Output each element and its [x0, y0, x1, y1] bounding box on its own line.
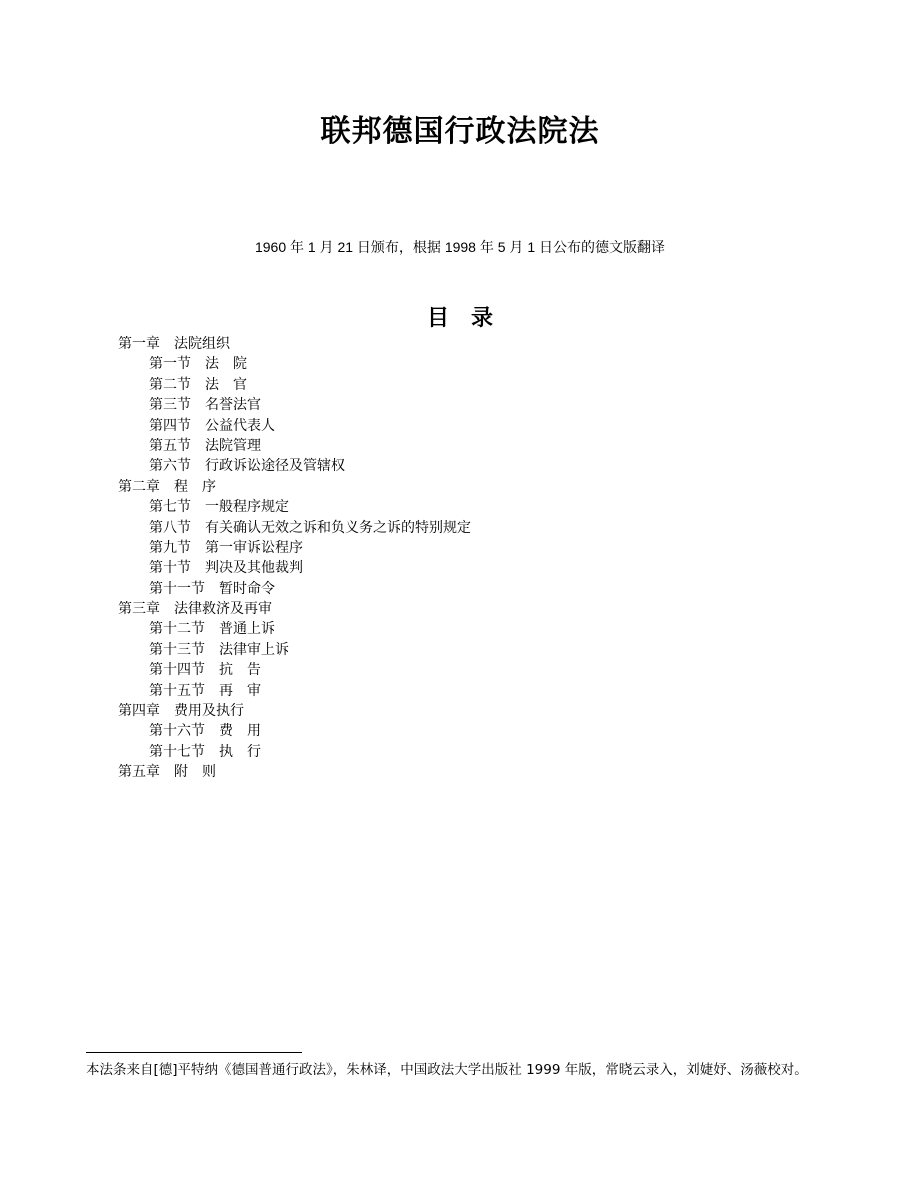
document-subtitle: 1960 年 1 月 21 日颁布，根据 1998 年 5 月 1 日公布的德文版翻译: [254, 239, 665, 255]
toc-section: 第十七节 执 行: [149, 743, 261, 760]
table-of-contents: [118, 334, 818, 783]
toc-section: 第十四节 抗 告: [149, 662, 261, 679]
toc-section: 第四节 公益代表人: [149, 417, 275, 434]
toc-chapter: 第五章 附 则: [118, 764, 216, 781]
toc-section: 第十节 判决及其他裁判: [149, 560, 303, 577]
toc-chapter: 第三章 法律救济及再审: [118, 601, 272, 618]
document-title: 联邦德国行政法院法: [320, 114, 600, 149]
toc-chapter: 第一章 法院组织: [118, 336, 230, 352]
toc-section: 第六节 行政诉讼途径及管辖权: [149, 458, 345, 475]
toc-section: 第九节 第一审诉讼程序: [149, 539, 303, 556]
toc-section: 第一节 法 院: [149, 356, 247, 373]
toc-section: 第十一节 暂时命令: [149, 580, 275, 597]
toc-section: 第八节 有关确认无效之诉和负义务之诉的特别规定: [149, 519, 471, 536]
toc-section: 第十三节 法律审上诉: [149, 641, 289, 658]
toc-chapter: 第二章 程 序: [118, 478, 216, 495]
toc-section: 第三节 名誉法官: [149, 397, 261, 414]
toc-section: 第二节 法 官: [149, 376, 247, 393]
toc-section: 第五节 法院管理: [149, 437, 261, 454]
footnote: 本法条来自[德]平特纳《德国普通行政法》，朱林译，中国政法大学出版社 1999 年版，常晓云录入，刘婕妤、汤薇校对。: [86, 1062, 808, 1078]
toc-section: 第十六节 费 用: [149, 723, 261, 740]
footnote-separator: [86, 1052, 302, 1053]
toc-heading: 目 录: [426, 306, 493, 331]
toc-section: 第十五节 再 审: [149, 682, 261, 699]
toc-section: 第十二节 普通上诉: [149, 621, 275, 638]
toc-section: 第七节 一般程序规定: [149, 499, 289, 516]
toc-chapter: 第四章 费用及执行: [118, 703, 244, 720]
